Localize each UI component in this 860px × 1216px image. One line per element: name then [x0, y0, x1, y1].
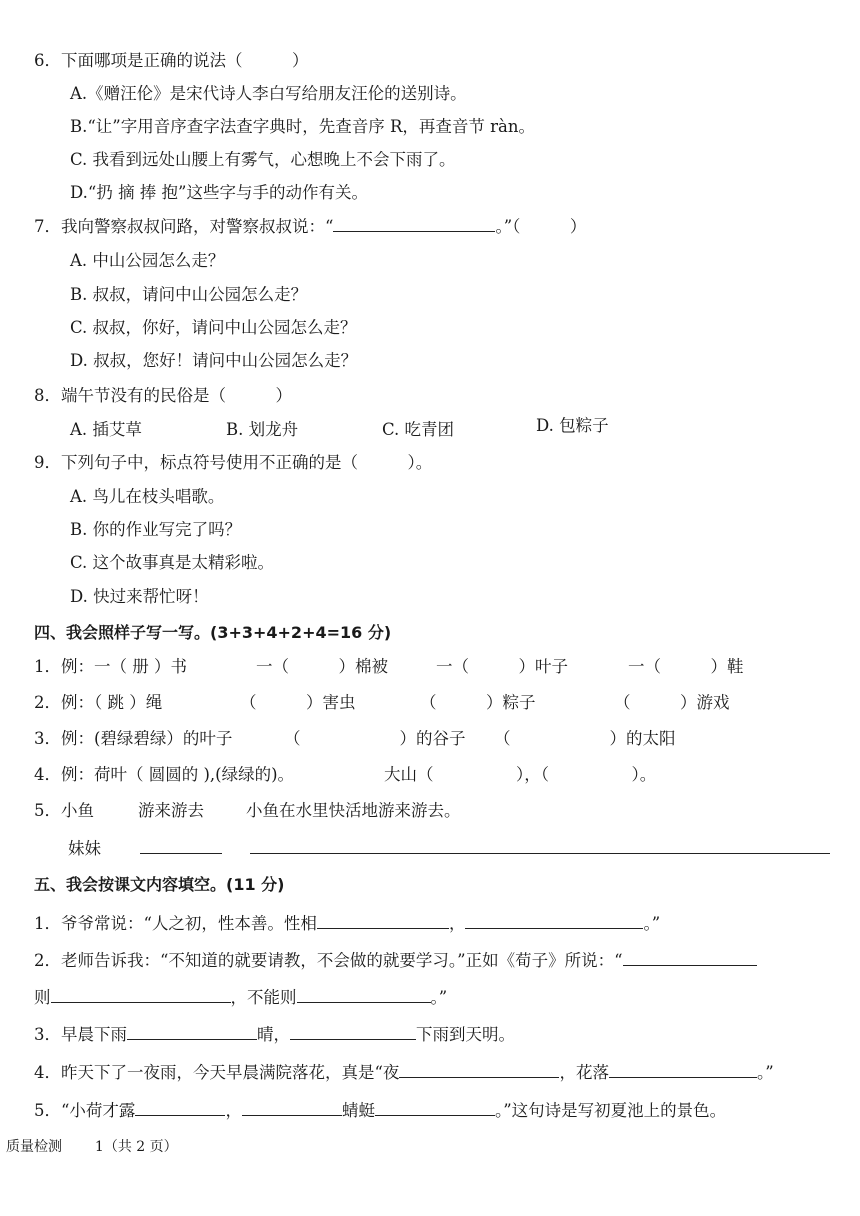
s5-l4-blank2[interactable]: [290, 1023, 416, 1040]
s5-l2-blank[interactable]: [623, 949, 757, 966]
q6-stem: 6．下面哪项是正确的说法（ ）: [34, 51, 309, 70]
q8-option-b: B. 划龙舟: [226, 420, 299, 439]
s5-l5-blank2[interactable]: [609, 1061, 757, 1078]
s4-row5-phrase: 游来游去: [138, 801, 204, 820]
s5-line6: [34, 1099, 726, 1122]
s5-line3: [34, 986, 447, 1009]
s5-l5-pre: 4．昨天下了一夜雨，今天早晨满院落花，真是“夜: [34, 1063, 400, 1082]
s5-l4-post: 下雨到天明。: [416, 1025, 515, 1044]
s5-l1-post: 。”: [643, 914, 661, 933]
s4-row2-item2[interactable]: （ ）粽子: [420, 693, 536, 712]
s4-row1-item3[interactable]: 一（ ）鞋: [628, 657, 744, 676]
s5-line5: [34, 1061, 774, 1084]
q7-answer-blank[interactable]: [333, 215, 495, 232]
s4-row3-example: 3．例：(碧绿碧绿）的叶子: [34, 729, 233, 748]
s4-row4-item1[interactable]: 大山（ ），（ ）。: [384, 765, 657, 784]
s4-row3-item2[interactable]: （ ）的太阳: [494, 729, 676, 748]
s5-l1-blank1[interactable]: [317, 912, 449, 929]
q6-option-d: D.“扔 摘 捧 抱”这些字与手的动作有关。: [70, 183, 368, 202]
s5-l1-blank2[interactable]: [465, 912, 643, 929]
s4-row1-example: 1．例：一（ 册 ）书: [34, 657, 187, 676]
s5-l5-blank1[interactable]: [399, 1061, 559, 1078]
s5-l4-pre: 3．早晨下雨: [34, 1025, 127, 1044]
footer-label: 质量检测: [6, 1139, 62, 1155]
q7-option-d: D. 叔叔，您好！请问中山公园怎么走？: [70, 351, 358, 370]
s5-l6-post: 。”这句诗是写初夏池上的景色。: [494, 1101, 727, 1120]
s5-l5-mid: ，花落: [559, 1063, 609, 1082]
s4-row3-item1[interactable]: （ ）的谷子: [284, 729, 466, 748]
s5-l2-pre: 2．老师告诉我：“不知道的就要请教，不会做的就要学习。”正如《荀子》所说：“: [34, 951, 623, 970]
s5-l4-mid: 晴，: [257, 1025, 290, 1044]
q7-option-a: A. 中山公园怎么走？: [70, 251, 225, 270]
q8-option-d: D. 包粽子: [536, 416, 609, 435]
s5-l6-mid2: 蜻蜓: [341, 1101, 375, 1120]
s4-row1-item1[interactable]: 一（ ）棉被: [256, 657, 388, 676]
s5-l5-post: 。”: [756, 1063, 774, 1082]
s4-row2-item1[interactable]: （ ）害虫: [240, 693, 356, 712]
q6-option-c: C. 我看到远处山腰上有雾气，心想晚上不会下雨了。: [70, 150, 456, 169]
q6-option-a: A.《赠汪伦》是宋代诗人李白写给朋友汪伦的送别诗。: [70, 84, 467, 103]
q9-option-a: A. 鸟儿在枝头唱歌。: [70, 487, 225, 506]
q9-option-d: D. 快过来帮忙呀！: [70, 587, 209, 606]
s5-l1-mid: ，: [448, 914, 466, 933]
s4-row2-item3[interactable]: （ ）游戏: [614, 693, 730, 712]
q7-option-c: C. 叔叔，你好，请问中山公园怎么走？: [70, 318, 357, 337]
s4-row5-sentence: 小鱼在水里快活地游来游去。: [246, 801, 461, 820]
q9-option-c: C. 这个故事真是太精彩啦。: [70, 553, 275, 572]
q6-option-b: B.“让”字用音序查字法查字典时，先查音序 R，再查音节 ràn。: [70, 117, 536, 136]
s5-l4-blank1[interactable]: [127, 1023, 257, 1040]
s4-row6-word: 妹妹: [68, 839, 101, 858]
q9-option-b: B. 你的作业写完了吗？: [70, 520, 242, 539]
s5-l3-post: 。”: [430, 988, 448, 1007]
s5-l6-mid1: ，: [225, 1101, 242, 1120]
s4-row2-example: 2．例：（ 跳 ）绳: [34, 693, 163, 712]
s4-row6-blank-sentence[interactable]: [250, 853, 830, 854]
q7-stem-post: 。”（ ）: [495, 217, 587, 236]
s4-row6-blank-phrase[interactable]: [140, 853, 222, 854]
s4-row4-example: 4．例：荷叶（ 圆圆的 ),(绿绿的)。: [34, 765, 295, 784]
s4-row1-item2[interactable]: 一（ ）叶子: [436, 657, 568, 676]
q7-stem: [34, 215, 586, 238]
s5-l6-blank1[interactable]: [135, 1099, 225, 1116]
section5-title: 五、我会按课文内容填空。(11 分): [34, 875, 285, 894]
q8-option-c: C. 吃青团: [382, 420, 455, 439]
s5-l6-pre: 5．“小荷才露: [34, 1101, 136, 1120]
page-footer: [6, 1136, 178, 1156]
q8-stem: 8．端午节没有的民俗是（ ）: [34, 386, 292, 405]
s5-l3-pre: 则: [34, 988, 51, 1007]
s5-l3-mid: ，不能则: [230, 988, 297, 1007]
s5-line2: [34, 949, 757, 972]
s5-line1: [34, 912, 660, 935]
s5-line4: [34, 1023, 515, 1046]
section4-title: 四、我会照样子写一写。(3+3+4+2+4=16 分): [34, 623, 392, 642]
s4-row5-word: 5．小鱼: [34, 801, 94, 820]
s5-l3-blank2[interactable]: [297, 986, 431, 1003]
s5-l3-blank1[interactable]: [51, 986, 231, 1003]
q8-option-a: A. 插艾草: [70, 420, 142, 439]
s5-l1-pre: 1．爷爷常说：“人之初，性本善。性相: [34, 914, 317, 933]
s5-l6-blank2[interactable]: [242, 1099, 342, 1116]
q7-option-b: B. 叔叔，请问中山公园怎么走？: [70, 285, 308, 304]
s5-l6-blank3[interactable]: [375, 1099, 495, 1116]
q9-stem: 9．下列句子中，标点符号使用不正确的是（ ）。: [34, 453, 433, 472]
q7-stem-pre: 7．我向警察叔叔问路，对警察叔叔说：“: [34, 217, 334, 236]
footer-page-number: 1（共 2 页）: [94, 1139, 178, 1155]
